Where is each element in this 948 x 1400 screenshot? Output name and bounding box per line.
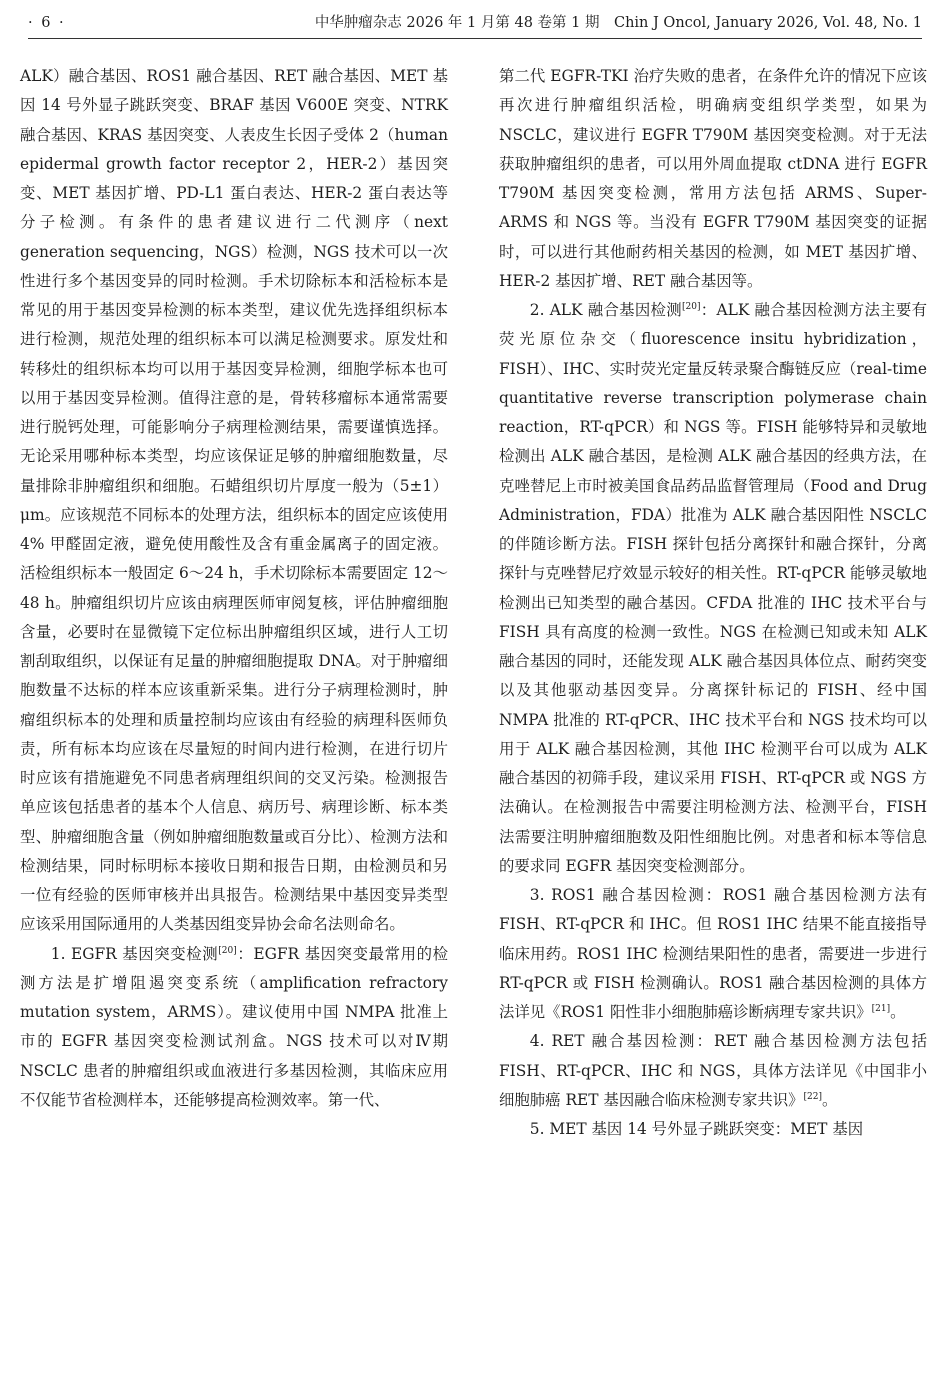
- ros1-end: 。: [890, 1003, 906, 1021]
- running-header: [28, 8, 922, 39]
- citation-ref: [20]: [681, 301, 701, 312]
- egfr-paragraph: [20, 940, 448, 1116]
- journal-info: 中华肿瘤杂志 2026 年 1 月第 48 卷第 1 期 Chin J Oncol, January 2026, Vol. 48, No. 1: [314, 15, 922, 31]
- ret-text: 4. RET 融合基因检测：RET 融合基因检测方法包括 FISH、RT-qPCR、IHC 和 NGS，具体方法详见《中国非小细胞肺癌 RET 基因融合临床检测专家共识》: [499, 1032, 927, 1109]
- citation-ref: [22]: [803, 1091, 822, 1102]
- specimen-paragraph: ALK）融合基因、ROS1 融合基因、RET 融合基因、MET 基因 14 号外显子跳跃突变、BRAF 基因 V600E 突变、NTRK 融合基因、KRAS 基因突变、人表皮生长因子受体 2（human epidermal growth factor receptor 2，HER-2）基因突变、MET 基因扩增、PD-L1 蛋白表达、HER-2 蛋白表达等分子检测。有条件的患者建议进行二代测序（next generation sequencing，NGS）检测，NGS 技术可以一次性进行多个基因变异的同时检测。手术切除标本和活检标本是常见的用于基因变异检测的标本类型，建议优先选择组织标本进行检测，规范处理的组织标本可以满足检测要求。原发灶和转移灶的组织标本均可以用于基因变异检测，细胞学标本也可以用于基因变异检测。值得注意的是，骨转移瘤标本通常需要进行脱钙处理，可能影响分子病理检测结果，需要谨慎选择。无论采用哪种标本类型，均应该保证足够的肿瘤细胞数量，尽量排除非肿瘤组织和细胞。石蜡组织切片厚度一般为（5±1）μm。应该规范不同标本的处理方法，组织标本的固定应该使用 4% 甲醛固定液，避免使用酸性及含有重金属离子的固定液。活检组织标本一般固定 6～24 h，手术切除标本需要固定 12～48 h。肿瘤组织切片应该由病理医师审阅复核，评估肿瘤细胞含量，必要时在显微镜下定位标出肿瘤组织区域，进行人工切割刮取组织，以保证有足量的肿瘤细胞提取 DNA。对于肿瘤细胞数量不达标的样本应该重新采集。进行分子病理检测时，肿瘤组织标本的处理和质量控制均应该由有经验的病理科医师负责，所有标本均应该在尽量短的时间内进行检测，在进行切片时应该有措施避免不同患者病理组织间的交叉污染。检测报告单应该包括患者的基本个人信息、病历号、病理诊断、标本类型、肿瘤细胞含量（例如肿瘤细胞数量或百分比）、检测方法和检测结果，同时标明标本接收日期和报告日期，由检测员和另一位有经验的医师审核并出具报告。检测结果中基因变异类型应该采用国际通用的人类基因组变异协会命名法则命名。: [20, 67, 448, 934]
- ret-paragraph: [499, 1027, 927, 1115]
- egfr-heading: 1. EGFR 基因突变检测: [50, 944, 219, 963]
- egfr-text: ：EGFR 基因突变最常用的检测方法是扩增阻遏突变系统（amplification refractory mutation system，ARMS）。建议使用中国 NMPA 批准上市的 EGFR 基因突变检测试剂盒。NGS 技术可以对Ⅳ期 NSCLC 患者的肿瘤组织或血液进行多基因检测，其临床应用不仅能节省检测样本，还能够提高检测效率。第一代、: [20, 944, 448, 1109]
- alk-paragraph: [499, 296, 927, 881]
- citation-ref: [20]: [218, 945, 237, 956]
- met-paragraph: 5. MET 基因 14 号外显子跳跃突变：MET 基因: [529, 1120, 864, 1138]
- right-column: [499, 62, 927, 1144]
- ros1-paragraph: [499, 881, 927, 1027]
- egfr-continued-paragraph: 第二代 EGFR-TKI 治疗失败的患者，在条件允许的情况下应该再次进行肿瘤组织活检，明确病变组织学类型，如果为 NSCLC，建议进行 EGFR T790M 基因突变检测。对于无法获取肿瘤组织的患者，可以用外周血提取 ctDNA 进行 EGFR T790M 基因突变检测，常用方法包括 ARMS、Super-ARMS 和 NGS 等。当没有 EGFR T790M 基因突变的证据时，可以进行其他耐药相关基因的检测，如 MET 基因扩增、HER-2 基因扩增、RET 融合基因等。: [499, 67, 927, 290]
- left-column: [20, 62, 448, 1115]
- ros1-text: 3. ROS1 融合基因检测：ROS1 融合基因检测方法有 FISH、RT-qPCR 和 IHC。但 ROS1 IHC 结果不能直接指导临床用药。ROS1 IHC 检测结果阳性的患者，需要进一步进行 RT-qPCR 或 FISH 检测确认。ROS1 融合基因检测的具体方法详见《ROS1 阳性非小细胞肺癌诊断病理专家共识》: [499, 886, 927, 1021]
- alk-text: ：ALK 融合基因检测方法主要有荧光原位杂交（fluorescence insitu hybridization，FISH）、IHC、实时荧光定量反转录聚合酶链反应（real-time quantitative reverse transcription polymerase chain reaction，RT-qPCR）和 NGS 等。FISH 能够特异和灵敏地检测出 ALK 融合基因，是检测 ALK 融合基因的经典方法，在克唑替尼上市时被美国食品药品监督管理局（Food and Drug Administration，FDA）批准为 ALK 融合基因阳性 NSCLC 的伴随诊断方法。FISH 探针包括分离探针和融合探针，分离探针与克唑替尼疗效显示较好的相关性。RT-qPCR 能够灵敏地检测出已知类型的融合基因。CFDA 批准的 IHC 技术平台与 FISH 具有高度的检测一致性。NGS 在检测已知或未知 ALK 融合基因的同时，还能发现 ALK 融合基因具体位点、耐药突变以及其他驱动基因变异。分离探针标记的 FISH、经中国 NMPA 批准的 RT-qPCR、IHC 技术平台和 NGS 技术均可以用于 ALK 融合基因检测，其他 IHC 检测平台可以成为 ALK 融合基因的初筛手段，建议采用 FISH、RT-qPCR 或 NGS 方法确认。在检测报告中需要注明检测方法、检测平台，FISH 法需要注明肿瘤细胞数及阳性细胞比例。对患者和标本等信息的要求同 EGFR 基因突变检测部分。: [499, 301, 927, 875]
- citation-ref: [21]: [871, 1003, 891, 1014]
- ret-end: 。: [822, 1090, 838, 1109]
- alk-heading: 2. ALK 融合基因检测: [529, 301, 682, 319]
- page-number: · 6 ·: [28, 15, 66, 31]
